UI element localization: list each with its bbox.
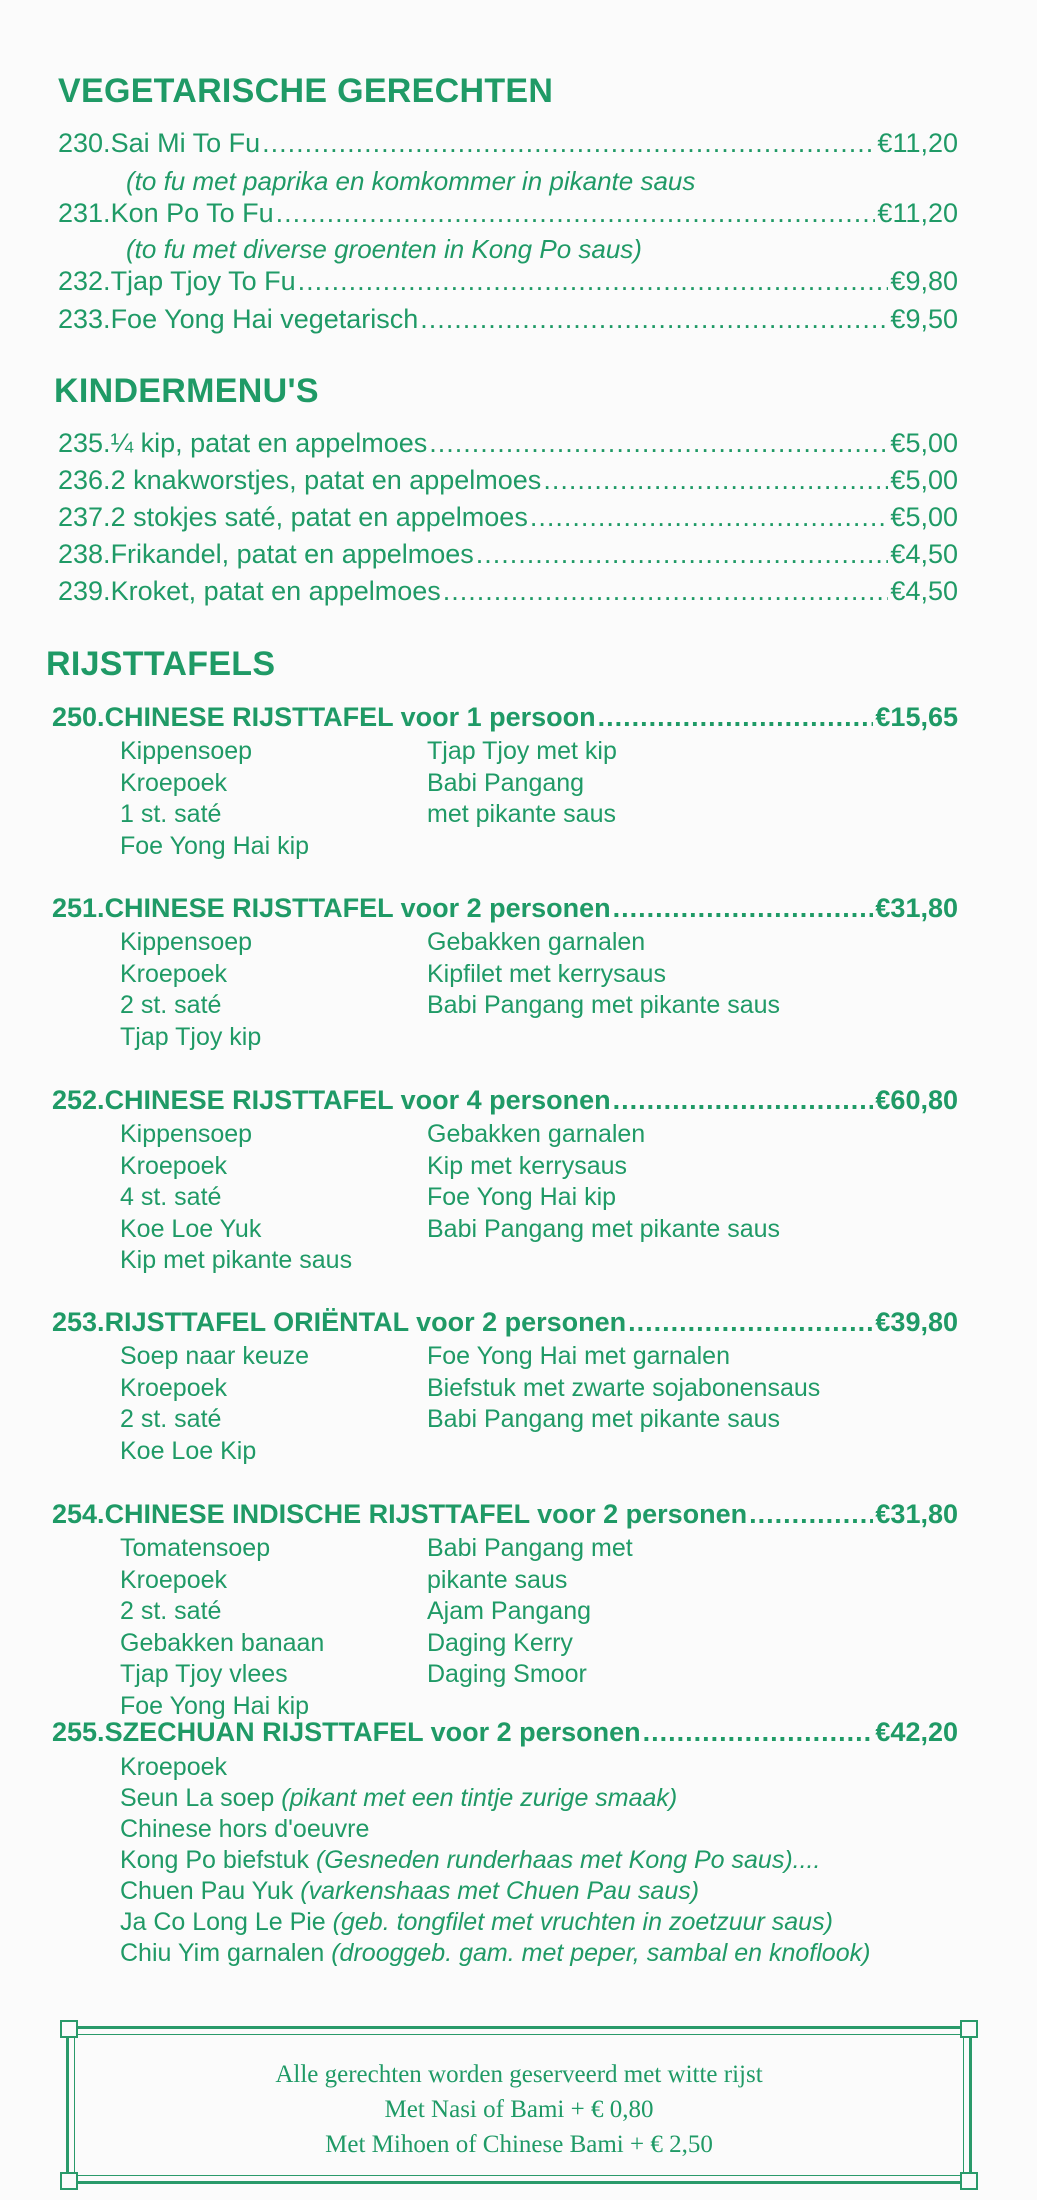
item-name: Tjap Tjoy To Fu (110, 266, 296, 296)
frame-corner (60, 2172, 78, 2190)
currency-symbol: € (890, 266, 906, 296)
item-number: 235. (58, 428, 111, 458)
dish (120, 1876, 870, 1907)
currency-symbol: € (875, 1717, 891, 1747)
dish-name: Chiu Yim garnalen (120, 1939, 332, 1967)
dish: Babi Pangang met pikante saus (427, 991, 781, 1019)
dish-note: (Gesneden runderhaas met Kong Po saus).... (315, 1846, 821, 1874)
item-name: Kroket, patat en appelmoes (110, 576, 441, 606)
dish: Koe Loe Yuk (120, 1214, 262, 1243)
item-name: SZECHUAN RIJSTTAFEL voor 2 personen (104, 1717, 641, 1747)
menu-item (58, 428, 958, 459)
rice-table-right-column (427, 1341, 820, 1436)
rice-table-header (52, 1085, 958, 1116)
dish: Foe Yong Hai met garnalen (427, 1342, 730, 1370)
currency-symbol: € (875, 1307, 891, 1337)
dish: 2 st. saté (120, 1405, 222, 1433)
rice-table-left-column (120, 1119, 352, 1277)
rice-table-left-column (120, 1341, 309, 1467)
leader-dots (628, 1307, 873, 1338)
dish: Daging Smoor (427, 1660, 587, 1688)
dish: Kroepoek (120, 1565, 228, 1594)
item-name: CHINESE RIJSTTAFEL voor 1 persoon (104, 702, 596, 732)
item-price: 31,80 (890, 893, 958, 923)
dish: Kip met kerrysaus (427, 1151, 628, 1180)
leader-dots (276, 198, 876, 229)
section-title-rice: RIJSTTAFELS (46, 645, 276, 683)
dish-name: Chuen Pau Yuk (120, 1877, 301, 1905)
item-name: 2 knakworstjes, patat en appelmoes (110, 465, 542, 495)
dish: Kippensoep (120, 737, 253, 765)
item-price: 5,00 (905, 502, 958, 532)
dish (120, 1907, 870, 1938)
item-price: 15,65 (890, 702, 958, 732)
leader-dots (298, 266, 889, 297)
leader-dots (749, 1499, 873, 1530)
dish: Kip met pikante saus (120, 1246, 353, 1274)
item-price: 42,20 (890, 1717, 958, 1747)
menu-item (58, 198, 958, 229)
item-number: 251. (52, 893, 105, 923)
dish: Babi Pangang met (427, 1534, 633, 1562)
dish: Kroepoek (120, 768, 228, 797)
item-name: CHINESE RIJSTTAFEL voor 2 personen (104, 893, 611, 923)
item-number: 253. (52, 1307, 105, 1337)
item-price: 39,80 (890, 1307, 958, 1337)
dish: Babi Pangang (427, 768, 585, 797)
frame-corner (960, 2020, 978, 2038)
dish-note: (drooggeb. gam. met peper, sambal en knoflook) (331, 1939, 871, 1967)
dish (120, 1938, 870, 1969)
rice-table-left-column (120, 736, 309, 862)
item-name: ¼ kip, patat en appelmoes (110, 428, 428, 458)
leader-dots (543, 465, 888, 496)
currency-symbol: € (890, 539, 906, 569)
currency-symbol: € (890, 502, 906, 532)
dish: met pikante saus (427, 800, 616, 828)
item-price: 60,80 (890, 1085, 958, 1115)
notice-line: Met Mihoen of Chinese Bami + € 2,50 (325, 2131, 713, 2158)
item-number: 238. (58, 539, 111, 569)
dish-note: (geb. tongfilet met vruchten in zoetzuur saus) (332, 1908, 833, 1936)
menu-item (58, 576, 958, 607)
dish (120, 1845, 870, 1876)
dish: 4 st. saté (120, 1183, 222, 1211)
leader-dots (613, 893, 874, 924)
currency-symbol: € (875, 1499, 891, 1529)
dish: Tjap Tjoy met kip (427, 737, 617, 765)
dish: Kroepoek (120, 959, 228, 988)
item-name: Foe Yong Hai vegetarisch (110, 304, 419, 334)
leader-dots (420, 304, 888, 335)
item-number: 230. (58, 128, 111, 158)
item-number: 252. (52, 1085, 105, 1115)
dish (120, 1752, 870, 1783)
leader-dots (262, 128, 875, 159)
szechuan-dish-list (120, 1752, 870, 1969)
dish: Babi Pangang met pikante saus (427, 1214, 781, 1243)
item-price: 4,50 (905, 539, 958, 569)
item-name: CHINESE INDISCHE RIJSTTAFEL voor 2 personen (104, 1499, 748, 1529)
menu-item (58, 128, 958, 159)
dish: Tomatensoep (120, 1534, 271, 1562)
rice-table-header (52, 1499, 958, 1530)
item-price: 31,80 (890, 1499, 958, 1529)
item-number: 231. (58, 198, 111, 228)
rice-notice-box (66, 2026, 972, 2184)
dish (120, 1814, 870, 1845)
item-name: RIJSTTAFEL ORIËNTAL voor 2 personen (104, 1307, 627, 1337)
currency-symbol: € (890, 428, 906, 458)
item-number: 254. (52, 1499, 105, 1529)
currency-symbol: € (875, 702, 891, 732)
item-number: 255. (52, 1717, 105, 1747)
dish: Gebakken banaan (120, 1628, 325, 1657)
dish-note: (varkenshaas met Chuen Pau saus) (300, 1877, 700, 1905)
rice-table-right-column (427, 1119, 780, 1245)
dish: Kippensoep (120, 928, 253, 956)
dish: 1 st. saté (120, 800, 222, 828)
dish (120, 1783, 870, 1814)
item-price: 5,00 (905, 465, 958, 495)
notice-line: Alle gerechten worden geserveerd met witte rijst (275, 2061, 763, 2088)
item-price: 9,80 (905, 266, 958, 296)
currency-symbol: € (875, 1085, 891, 1115)
leader-dots (429, 428, 888, 459)
notice-line: Met Nasi of Bami + € 0,80 (384, 2096, 654, 2123)
dish: Foe Yong Hai kip (120, 1691, 310, 1720)
rice-table-right-column (427, 1533, 633, 1691)
dish: Tjap Tjoy vlees (120, 1660, 288, 1688)
rice-table-header (52, 893, 958, 924)
dish: Koe Loe Kip (120, 1436, 257, 1465)
rice-table-header (52, 1307, 958, 1338)
item-price: 9,50 (905, 304, 958, 334)
menu-item (58, 266, 958, 297)
dish: Babi Pangang met pikante saus (427, 1405, 781, 1433)
menu-item (58, 465, 958, 496)
dish: Foe Yong Hai kip (120, 831, 310, 860)
item-number: 236. (58, 465, 111, 495)
notice-text (69, 2057, 969, 2162)
rice-table-header (52, 1717, 958, 1748)
item-number: 239. (58, 576, 111, 606)
item-number: 250. (52, 702, 105, 732)
currency-symbol: € (877, 128, 893, 158)
dish: Kroepoek (120, 1151, 228, 1180)
item-name: Kon Po To Fu (110, 198, 274, 228)
frame-corner (60, 2020, 78, 2038)
section-title-kids: KINDERMENU'S (54, 372, 319, 410)
dish: Tjap Tjoy kip (120, 1022, 262, 1051)
section-title-vegetarian: VEGETARISCHE GERECHTEN (58, 72, 554, 110)
dish-name: Chinese hors d'oeuvre (120, 1815, 370, 1843)
menu-item (58, 502, 958, 533)
currency-symbol: € (890, 576, 906, 606)
currency-symbol: € (875, 893, 891, 923)
dish: 2 st. saté (120, 991, 222, 1019)
dish: Ajam Pangang (427, 1597, 592, 1625)
currency-symbol: € (877, 198, 893, 228)
rice-table-left-column (120, 1533, 324, 1722)
dish-name: Kroepoek (120, 1753, 228, 1781)
leader-dots (613, 1085, 874, 1116)
item-description: (to fu met paprika en komkommer in pikante saus (126, 166, 696, 196)
dish: Kroepoek (120, 1373, 228, 1402)
dish: Gebakken garnalen (427, 1120, 646, 1148)
menu-item (58, 539, 958, 570)
dish-name: Ja Co Long Le Pie (120, 1908, 333, 1936)
frame-corner (960, 2172, 978, 2190)
item-name: Sai Mi To Fu (110, 128, 261, 158)
item-price: 4,50 (905, 576, 958, 606)
leader-dots (443, 576, 889, 607)
rice-table-left-column (120, 927, 261, 1053)
dish-name: Seun La soep (120, 1784, 282, 1812)
dish-note: (pikant met een tintje zurige smaak) (281, 1784, 678, 1812)
item-price: 11,20 (892, 128, 958, 158)
dish: pikante saus (427, 1565, 568, 1594)
leader-dots (598, 702, 874, 733)
item-number: 237. (58, 502, 111, 532)
currency-symbol: € (890, 304, 906, 334)
item-number: 232. (58, 266, 111, 296)
menu-item (58, 304, 958, 335)
dish: Foe Yong Hai kip (427, 1183, 617, 1211)
leader-dots (476, 539, 889, 570)
rice-table-right-column (427, 927, 780, 1022)
rice-table-right-column (427, 736, 617, 831)
item-description: (to fu met diverse groenten in Kong Po saus) (126, 234, 642, 264)
dish: Kippensoep (120, 1120, 253, 1148)
item-price: 5,00 (905, 428, 958, 458)
item-name: Frikandel, patat en appelmoes (110, 539, 474, 569)
item-name: 2 stokjes saté, patat en appelmoes (110, 502, 528, 532)
currency-symbol: € (890, 465, 906, 495)
item-number: 233. (58, 304, 111, 334)
item-price: 11,20 (892, 198, 958, 228)
item-name: CHINESE RIJSTTAFEL voor 4 personen (104, 1085, 611, 1115)
leader-dots (530, 502, 889, 533)
dish: Gebakken garnalen (427, 928, 646, 956)
leader-dots (643, 1717, 874, 1748)
dish: Soep naar keuze (120, 1342, 310, 1370)
dish-name: Kong Po biefstuk (120, 1846, 316, 1874)
dish: Kipfilet met kerrysaus (427, 959, 666, 988)
dish: 2 st. saté (120, 1597, 222, 1625)
dish: Biefstuk met zwarte sojabonensaus (427, 1373, 821, 1402)
rice-table-header (52, 702, 958, 733)
dish: Daging Kerry (427, 1628, 573, 1657)
